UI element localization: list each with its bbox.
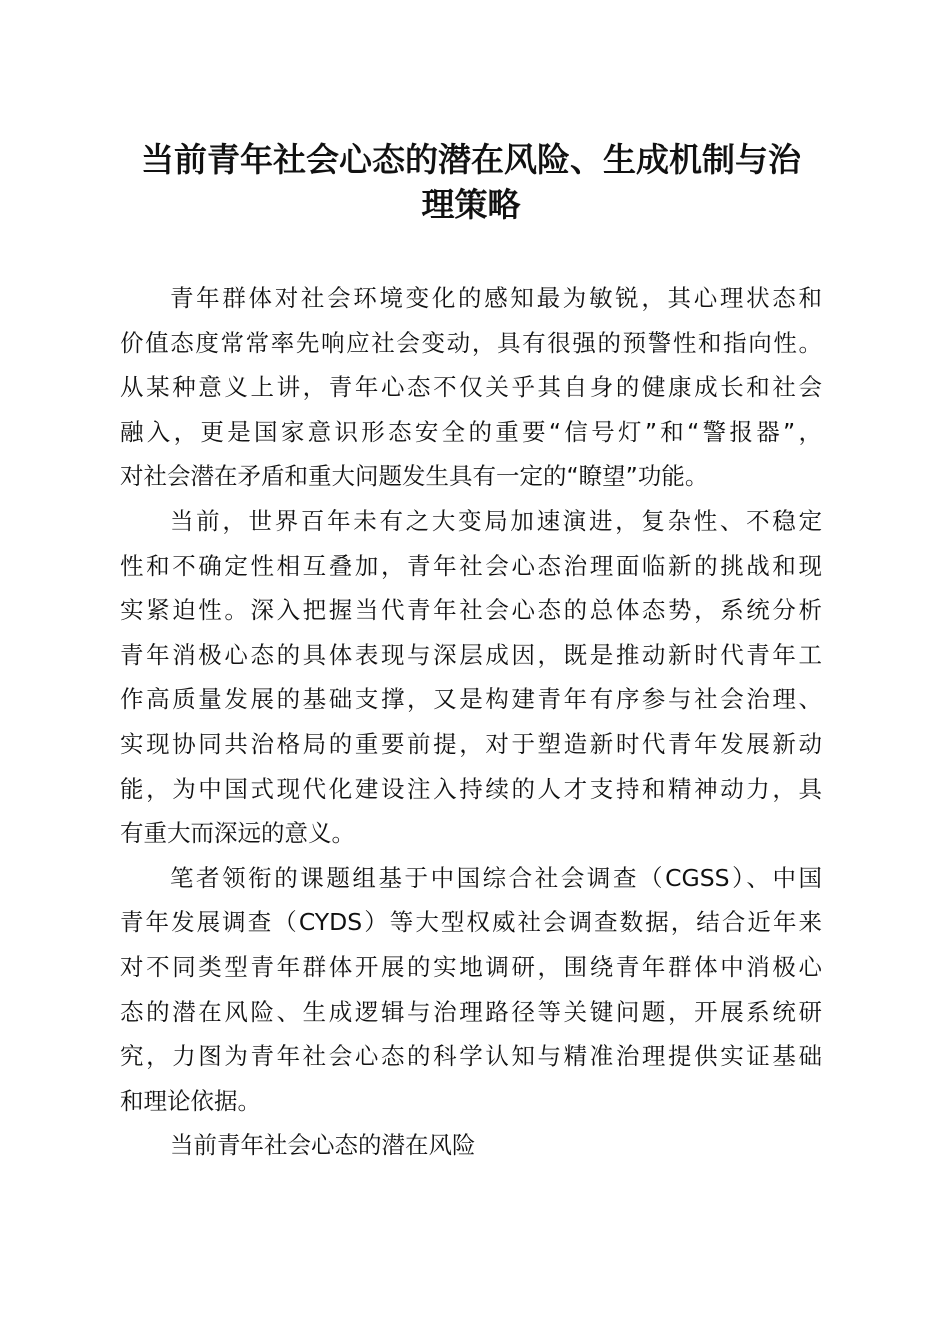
text-line: 对不同类型青年群体开展的实地调研，围绕青年群体中消极心 (120, 952, 822, 981)
section-heading (120, 1123, 822, 1168)
text-line: 当前青年社会心态的潜在风险 (170, 1131, 476, 1160)
text-line: 笔者领衔的课题组基于中国综合社会调查（CGSS）、中国 (170, 863, 822, 892)
text-line: 能，为中国式现代化建设注入持续的人才支持和精神动力，具 (120, 774, 822, 803)
text-line: 青年群体对社会环境变化的感知最为敏锐，其心理状态和 (170, 284, 822, 312)
title-line: 当前青年社会心态的潜在风险、生成机制与治 (141, 140, 801, 179)
text-line: 从某种意义上讲，青年心态不仅关乎其自身的健康成长和社会 (120, 373, 822, 402)
document-body (120, 276, 822, 1168)
text-line: 究，力图为青年社会心态的科学认知与精准治理提供实证基础 (120, 1042, 822, 1071)
text-line: 和理论依据。 (120, 1086, 261, 1115)
document-title (118, 137, 824, 227)
paragraph (120, 499, 822, 856)
paragraph (120, 856, 822, 1124)
text-line: 价值态度常常率先响应社会变动，具有很强的预警性和指向性。 (120, 328, 822, 357)
text-line: 作高质量发展的基础支撑，又是构建青年有序参与社会治理、 (120, 685, 822, 714)
text-line: 实紧迫性。深入把握当代青年社会心态的总体态势，系统分析 (120, 596, 822, 625)
title-line: 理策略 (421, 185, 521, 224)
paragraph (120, 276, 822, 499)
text-line: 有重大而深远的意义。 (120, 819, 355, 848)
text-line: 态的潜在风险、生成逻辑与治理路径等关键问题，开展系统研 (120, 997, 822, 1026)
text-line: 对社会潜在矛盾和重大问题发生具有一定的“瞭望”功能。 (120, 462, 709, 491)
text-line: 实现协同共治格局的重要前提，对于塑造新时代青年发展新动 (120, 729, 822, 758)
text-line: 当前，世界百年未有之大变局加速演进，复杂性、不稳定 (170, 506, 822, 535)
text-line: 融入，更是国家意识形态安全的重要“信号灯”和“警报器”， (120, 417, 822, 446)
text-line: 性和不确定性相互叠加，青年社会心态治理面临新的挑战和现 (120, 551, 822, 580)
text-line: 青年发展调查（CYDS）等大型权威社会调查数据，结合近年来 (120, 908, 822, 937)
text-line: 青年消极心态的具体表现与深层成因，既是推动新时代青年工 (120, 640, 822, 669)
